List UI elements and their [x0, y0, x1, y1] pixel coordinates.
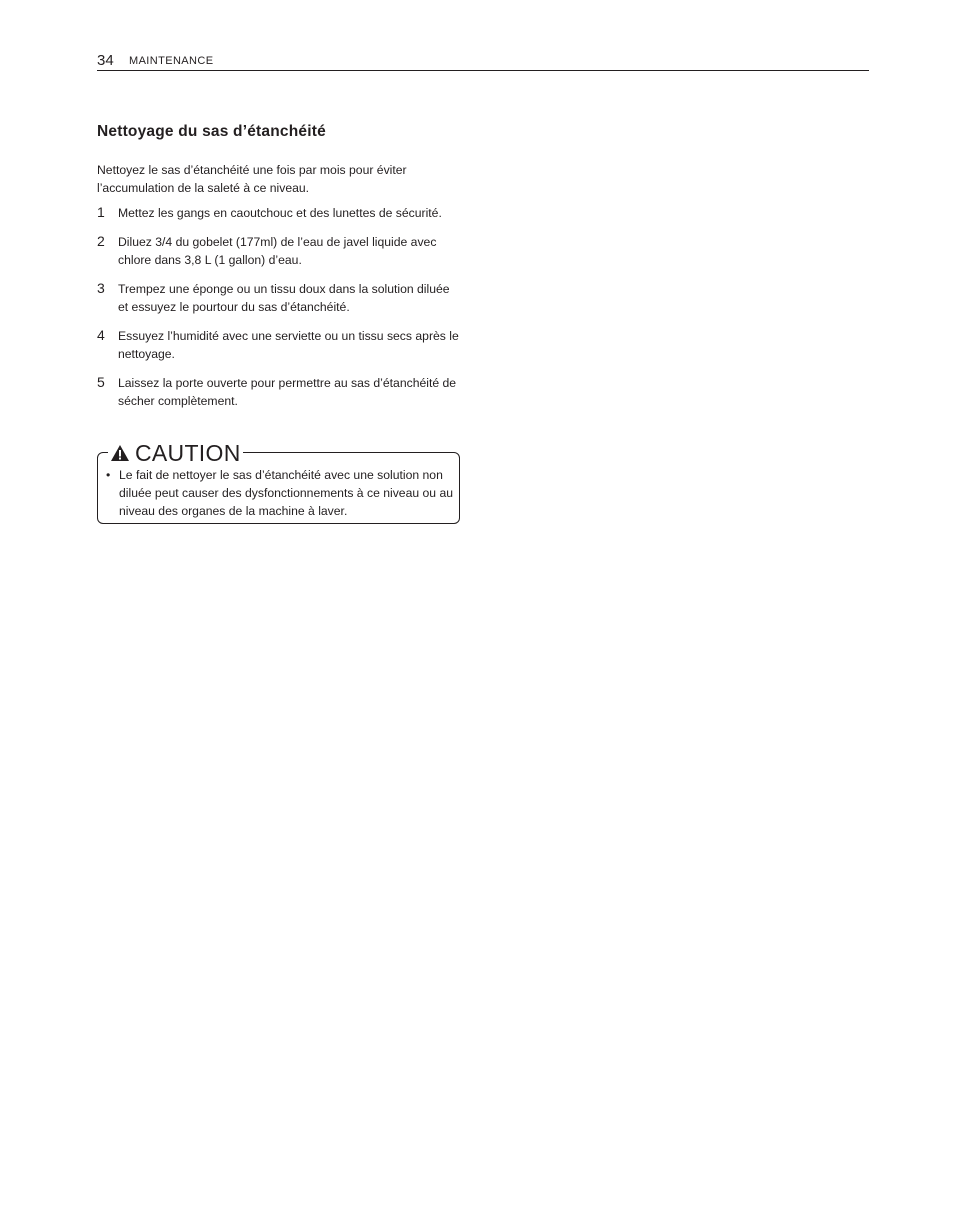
section-label: MAINTENANCE [129, 55, 214, 67]
bullet: • [106, 468, 111, 482]
warning-triangle-icon [110, 444, 130, 462]
caution-text [106, 466, 467, 520]
caution-box [97, 440, 460, 524]
step-number: 4 [97, 327, 105, 343]
step-text: Essuyez l’humidité avec une serviette ou un tissu secs après le nettoyage. [118, 329, 459, 361]
caution-label: CAUTION [135, 440, 241, 466]
step-item [97, 374, 462, 410]
page-header [97, 52, 869, 71]
step-item [97, 233, 462, 269]
step-text: Trempez une éponge ou un tissu doux dans la solution diluée et essuyez le pourtour du sas d’étanchéité. [118, 282, 450, 314]
step-number: 3 [97, 280, 105, 296]
caution-message: Le fait de nettoyer le sas d’étanchéité avec une solution non diluée peut causer des dysfonctionnements à ce niveau ou au niveau des organes de la machine à laver. [119, 468, 454, 518]
step-text: Diluez 3/4 du gobelet (177ml) de l’eau de javel liquide avec chlore dans 3,8 L (1 gallon) d’eau. [118, 235, 437, 267]
step-number: 1 [97, 204, 105, 220]
page-number: 34 [97, 52, 114, 69]
section-heading: Nettoyage du sas d’étanchéité [97, 123, 326, 140]
step-text: Mettez les gangs en caoutchouc et des lunettes de sécurité. [118, 206, 442, 220]
step-number: 2 [97, 233, 105, 249]
caution-title [108, 441, 243, 465]
step-number: 5 [97, 374, 105, 390]
main-content [97, 122, 462, 421]
step-text: Laissez la porte ouverte pour permettre au sas d’étanchéité de sécher complètement. [118, 376, 457, 408]
step-item [97, 280, 462, 316]
steps-list [97, 204, 462, 410]
step-item [97, 204, 462, 222]
intro-paragraph: Nettoyez le sas d’étanchéité une fois par mois pour éviter l’accumulation de la saleté à ce niveau. [97, 163, 407, 195]
step-item [97, 327, 462, 363]
